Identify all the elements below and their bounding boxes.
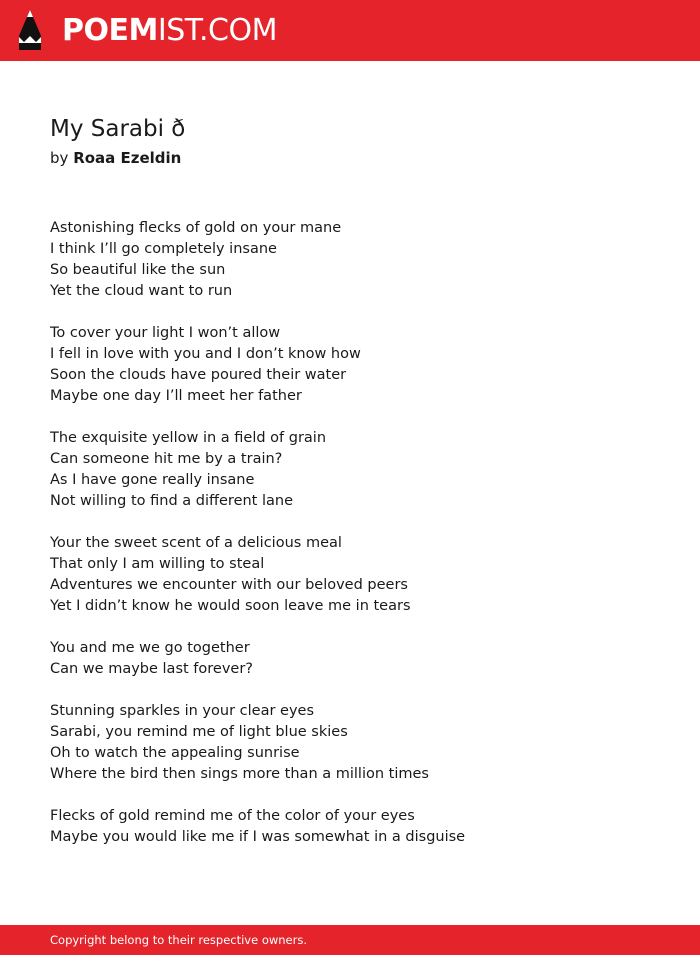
poem-line: Yet the cloud want to run xyxy=(50,283,233,299)
poem-byline xyxy=(50,149,181,167)
site-footer xyxy=(0,925,700,955)
stanza-break xyxy=(50,680,650,701)
poem-line: The exquisite yellow in a field of grain xyxy=(50,430,327,446)
poem-line: Flecks of gold remind me of the color of your eyes xyxy=(50,808,415,824)
poem-line: Where the bird then sings more than a million times xyxy=(50,766,429,782)
stanza xyxy=(50,533,650,617)
poem-line: Soon the clouds have poured their water xyxy=(50,367,347,383)
stanza xyxy=(50,323,650,407)
poem-line: I fell in love with you and I don’t know how xyxy=(50,346,361,362)
stanza-break xyxy=(50,617,650,638)
poem-line: So beautiful like the sun xyxy=(50,262,226,278)
stanza xyxy=(50,806,650,848)
poem-line: Maybe you would like me if I was somewhat in a disguise xyxy=(50,829,466,845)
poem-body xyxy=(50,218,650,848)
logo-bold-text: POEM xyxy=(62,13,158,48)
poem-line: Yet I didn’t know he would soon leave me in tears xyxy=(50,598,411,614)
poem-line: Maybe one day I’ll meet her father xyxy=(50,388,302,404)
stanza xyxy=(50,701,650,785)
poem-line: Can we maybe last forever? xyxy=(50,661,253,677)
stanza-break xyxy=(50,512,650,533)
poem-line: Adventures we encounter with our beloved peers xyxy=(50,577,408,593)
stanza-break xyxy=(50,785,650,806)
site-logo[interactable] xyxy=(62,12,277,50)
by-label: by xyxy=(50,149,69,167)
poem-line: You and me we go together xyxy=(50,640,250,656)
stanza-break xyxy=(50,302,650,323)
stanza xyxy=(50,428,650,512)
stanza-break xyxy=(50,407,650,428)
logo-light-text: IST.COM xyxy=(157,13,277,48)
poem-line: Not willing to find a different lane xyxy=(50,493,294,509)
pencil-tip-icon[interactable] xyxy=(17,9,43,51)
poem-line: I think I’ll go completely insane xyxy=(50,241,277,257)
poem-line: Your the sweet scent of a delicious meal xyxy=(50,535,342,551)
poem-line: Stunning sparkles in your clear eyes xyxy=(50,703,315,719)
stanza xyxy=(50,218,650,302)
poem-line: That only I am willing to steal xyxy=(50,556,265,572)
poem-line: As I have gone really insane xyxy=(50,472,255,488)
stanza xyxy=(50,638,650,680)
poem-line: Sarabi, you remind me of light blue skies xyxy=(50,724,348,740)
poem-title: My Sarabi ð xyxy=(50,116,186,142)
site-header xyxy=(0,0,700,61)
copyright-notice: Copyright belong to their respective owners. xyxy=(50,933,308,947)
poem-line: Can someone hit me by a train? xyxy=(50,451,283,467)
poem-author: Roaa Ezeldin xyxy=(73,149,182,167)
poem-line: Oh to watch the appealing sunrise xyxy=(50,745,300,761)
poem-line: To cover your light I won’t allow xyxy=(50,325,281,341)
poem-line: Astonishing flecks of gold on your mane xyxy=(50,220,342,236)
